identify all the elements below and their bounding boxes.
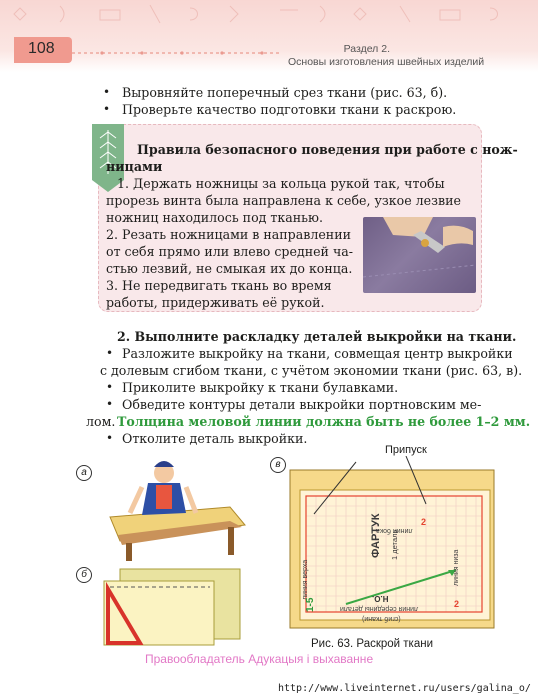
rights-holder-text: Правообладатель Адукацыя і выхаванне: [145, 652, 374, 666]
grain-mark: Н.О.: [372, 594, 389, 603]
rules-line: 3. Не передвигать ткань во время: [106, 278, 332, 293]
rules-title-line2: ницами: [106, 159, 163, 174]
figure-caption: Рис. 63. Раскрой ткани: [311, 638, 434, 650]
pattern-line-bottom: линия низа: [453, 549, 460, 586]
rules-line: 2. Резать ножницами в направлении: [106, 227, 351, 242]
intro-bullet-2: Проверьте качество подготовки ткани к раскрою.: [122, 102, 457, 117]
rules-line: прорезь винта была направлена к себе, узкое лезвие: [106, 193, 461, 208]
header-ornament: [0, 0, 538, 30]
pattern-sub: 1 деталь: [390, 529, 399, 560]
pattern-mark-2a: 2: [421, 517, 427, 527]
rules-line: ножниц находилось под тканью.: [106, 210, 323, 225]
pattern-title: ФАРТУК: [370, 513, 382, 558]
rules-line: работы, придерживать её рукой.: [106, 295, 325, 310]
section-title: Основы изготовления швейных изделий: [288, 56, 485, 68]
bullet-icon: •: [106, 346, 114, 360]
source-url: http://www.liveinternet.ru/users/galina_o/: [278, 683, 531, 694]
pattern-mark-15: 1-5: [305, 597, 316, 612]
stitch-ornament: [72, 46, 282, 60]
bullet-icon: •: [106, 380, 114, 394]
chalk-line-note: Толщина меловой линии должна быть не более 1–2 мм.: [117, 414, 531, 429]
person-at-table-illustration: [100, 455, 250, 565]
rules-title-line1: Правила безопасного поведения при работе с нож-: [137, 142, 518, 157]
rules-line: от себя прямо или влево средней ча-: [106, 244, 354, 259]
bullet-icon: •: [103, 85, 111, 99]
rules-line: 1. Держать ножницы за кольца рукой так, чтобы: [117, 176, 445, 191]
pattern-line-side: линия бока: [376, 527, 413, 534]
step2-line: лом.: [86, 414, 116, 429]
pattern-fold: (сгиб ткани): [362, 615, 401, 622]
pattern-line-top: линия верха: [302, 559, 309, 600]
bullet-icon: •: [106, 431, 114, 445]
step2-line: Обведите контуры детали выкройки портновским ме-: [122, 397, 482, 412]
step2-line: Разложите выкройку на ткани, совмещая центр выкройки: [122, 346, 513, 361]
allowance-label: Припуск: [385, 444, 427, 456]
intro-bullet-1: Выровняйте поперечный срез ткани (рис. 63, б).: [122, 85, 448, 100]
figure-label-a: а: [76, 465, 92, 481]
scissors-hands-illustration: [363, 217, 476, 293]
bullet-icon: •: [106, 397, 114, 411]
section-label: Раздел 2.: [343, 43, 390, 55]
step2-line: с долевым сгибом ткани, с учётом экономии ткани (рис. 63, в).: [100, 363, 523, 378]
pattern-mark-2b: 2: [454, 599, 460, 609]
step2-heading: 2. Выполните раскладку деталей выкройки на ткани.: [117, 329, 517, 344]
page-number: 108: [28, 40, 55, 57]
step2-line: Отколите деталь выкройки.: [122, 431, 308, 446]
step2-line: Приколите выкройку к ткани булавками.: [122, 380, 399, 395]
figure-label-b: б: [76, 567, 92, 583]
cutting-fabric-photo: [363, 217, 476, 293]
pattern-line-mid: линия середины детали: [340, 605, 419, 612]
bullet-icon: •: [103, 102, 111, 116]
figure-label-v: в: [270, 457, 286, 473]
fabric-ruler-illustration: [100, 565, 250, 647]
rules-line: стью лезвий, не смыкая их до конца.: [106, 261, 353, 276]
